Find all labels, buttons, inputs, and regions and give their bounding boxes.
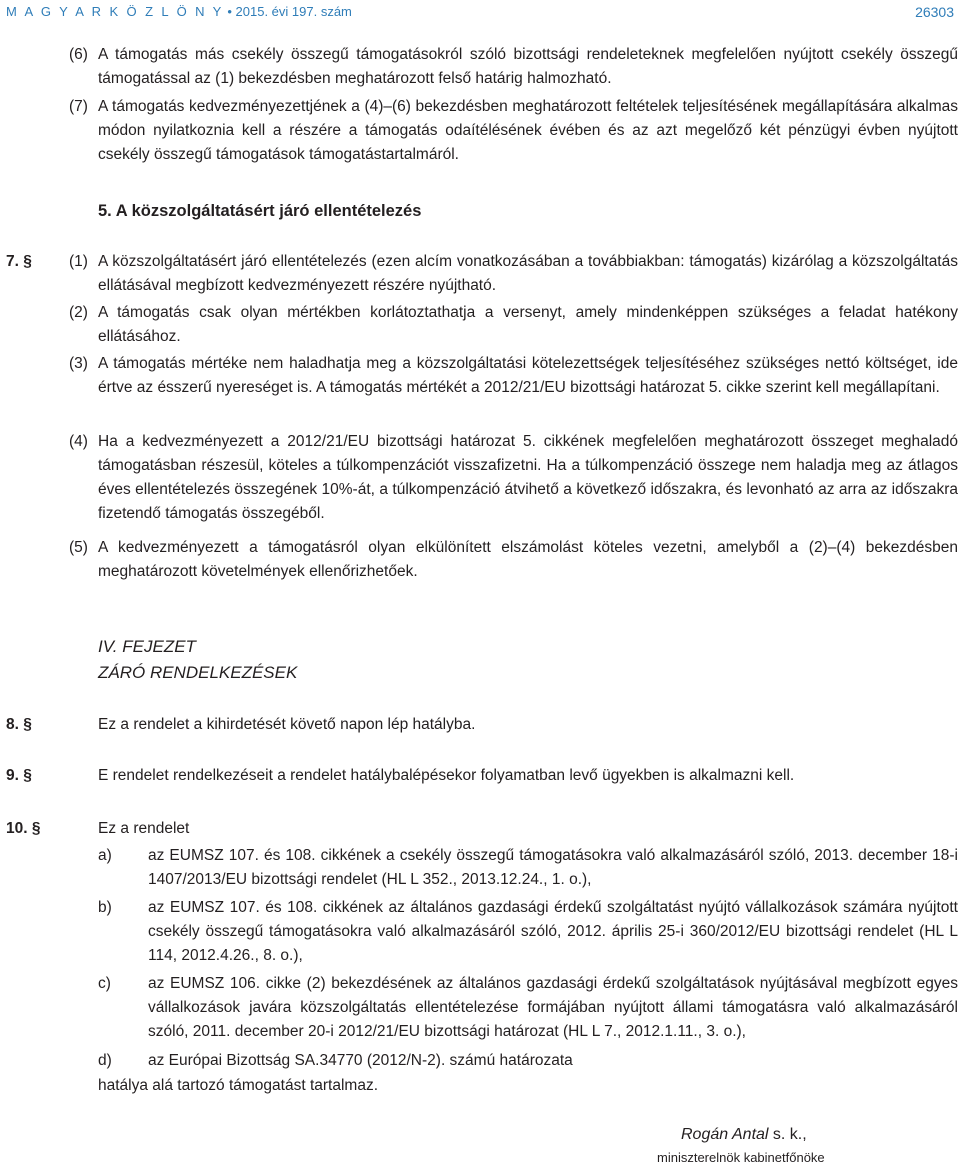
section-10-intro: Ez a rendelet <box>98 820 190 837</box>
paragraph-7-number: (7) <box>69 98 88 115</box>
paragraph-6-number: (6) <box>69 46 88 63</box>
page-number: 26303 <box>915 4 954 20</box>
paragraph-6-text: A támogatás más csekély összegű támogatásokról szóló bizottsági rendeleteknek megfelelően nyújtott csekély összegű támogatással az (1) bekezdésben meghatározott felső határig halmozható. <box>98 46 958 87</box>
section-9-text: E rendelet rendelkezéseit a rendelet hatálybalépésekor folyamatban levő ügyekben is alkalmazni kell. <box>98 767 795 784</box>
signature-block <box>681 1126 807 1144</box>
list-item-b-text: az EUMSZ 107. és 108. cikkének az általános gazdasági érdekű szolgáltatást nyújtó vállalkozások számára nyújtott csekély összegű támogatásokra való alkalmazásáról szóló, 2012. április 25-i 360/2012/EU bizottsági rendelet (HL L 114, 2012.4.26., 8. o.), <box>148 899 958 964</box>
subsection-1-text: A közszolgáltatásért járó ellentételezés (ezen alcím vonatkozásában a továbbiakban: támogatás) kizárólag a közszolgáltatás ellátásával megbízott kedvezményezett részére nyújtható. <box>98 253 958 294</box>
chapter-title: ZÁRÓ RENDELKEZÉSEK <box>98 663 298 682</box>
subsection-1-number: (1) <box>69 253 88 270</box>
list-item-d-letter: d) <box>98 1052 112 1069</box>
subsection-4-text: Ha a kedvezményezett a 2012/21/EU bizottsági határozat 5. cikkének megfelelően meghatározott összeget meghaladó támogatásban részesül, köteles a túlkompenzációt visszafizetni. Ha a túlkompenzáció összege nem haladja meg az átlagos éves ellentételezés összegének 10%-át, a túlkompenzáció átvihető a következő időszakra, és levonható az arra az időszakra fizetendő támogatás összegéből. <box>98 433 958 522</box>
chapter-number: IV. FEJEZET <box>98 637 196 656</box>
list-item-a-text: az EUMSZ 107. és 108. cikkének a csekély összegű támogatásokra való alkalmazásáról szóló, 2013. december 18-i 1407/2013/EU bizottsági rendelet (HL L 352., 2013.12.24., 1. o.), <box>148 847 958 888</box>
subsection-5-number: (5) <box>69 539 88 556</box>
signatory-suffix: s. k., <box>768 1126 807 1143</box>
subsection-2-number: (2) <box>69 304 88 321</box>
page-header <box>0 0 960 22</box>
subsection-3-text: A támogatás mértéke nem haladhatja meg a közszolgáltatási kötelezettségek teljesítéséhez szükséges nettó költséget, ide értve az ésszerű nyereséget is. A támogatás mértékét a 2012/21/EU bizottsági határozat 5. cikke szerint kell megállapítani. <box>98 355 958 396</box>
list-item-c-letter: c) <box>98 975 111 992</box>
section-8-text: Ez a rendelet a kihirdetését követő napon lép hatályba. <box>98 716 476 733</box>
section-8-number: 8. § <box>6 716 32 733</box>
journal-name: M A G Y A R K Ö Z L Ö N Y <box>6 4 224 19</box>
section-heading: 5. A közszolgáltatásért járó ellentételezés <box>98 202 422 220</box>
section-10-number: 10. § <box>6 820 41 837</box>
list-item-a-letter: a) <box>98 847 112 864</box>
journal-title <box>6 4 352 19</box>
subsection-4-number: (4) <box>69 433 88 450</box>
list-item-c-text: az EUMSZ 106. cikke (2) bekezdésének az általános gazdasági érdekű szolgáltatások nyújtásával megbízott egyes vállalkozások javára közszolgáltatás ellentételezése formájában nyújtott állami támogatásra való alkalmazásáról szóló, 2011. december 20-i 2012/21/EU bizottsági határozat (HL L 7., 2012.1.11., 3. o.), <box>148 975 958 1040</box>
section-7-number: 7. § <box>6 253 32 270</box>
signatory-role: miniszterelnök kabinetfőnöke <box>657 1150 825 1165</box>
list-item-d-text: az Európai Bizottság SA.34770 (2012/N-2). számú határozata <box>148 1052 573 1069</box>
subsection-2-text: A támogatás csak olyan mértékben korlátoztathatja a versenyt, amely mindenképpen szükséges a feladat hatékony ellátásához. <box>98 304 958 345</box>
subsection-3-number: (3) <box>69 355 88 372</box>
subsection-5-text: A kedvezményezett a támogatásról olyan elkülönített elszámolást köteles vezetni, amelyből a (2)–(4) bekezdésben meghatározott követelmények ellenőrizhetőek. <box>98 539 958 580</box>
paragraph-7-text: A támogatás kedvezményezettjének a (4)–(6) bekezdésben meghatározott feltételek teljesítésének megállapítására alkalmas módon nyilatkoznia kell a részére a támogatás odaítélésének évében és az azt megelőző két pénzügyi évben nyújtott csekély összegű támogatások támogatástartalmáról. <box>98 98 958 163</box>
signatory-name: Rogán Antal <box>681 1126 769 1143</box>
section-9-number: 9. § <box>6 767 32 784</box>
issue-info: • 2015. évi 197. szám <box>223 4 352 19</box>
list-item-b-letter: b) <box>98 899 112 916</box>
section-10-closing: hatálya alá tartozó támogatást tartalmaz. <box>98 1077 379 1094</box>
